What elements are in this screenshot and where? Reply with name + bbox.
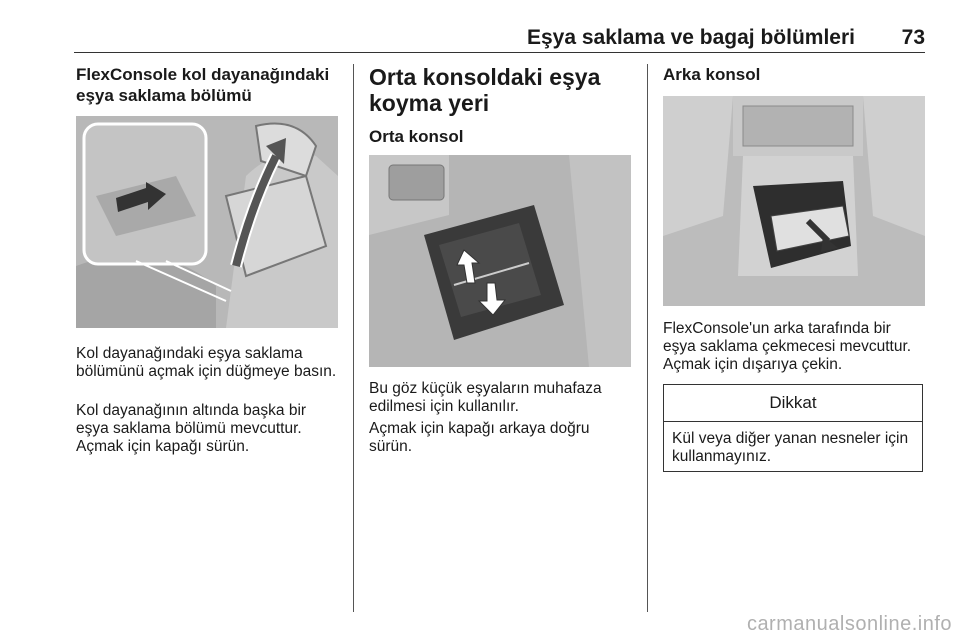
- paragraph-2: Kol dayanağının altında başka bir eşya saklama bölümü mevcuttur. Açmak için kapağı sürün.: [76, 402, 307, 455]
- rear-console-illustration: [663, 96, 925, 306]
- center-console-illustration: [369, 155, 631, 367]
- column-divider-2: [647, 64, 648, 612]
- armrest-illustration: [76, 116, 338, 328]
- page-header: [74, 22, 925, 53]
- paragraph-1: Kol dayanağındaki eşya saklama bölümünü açmak için düğmeye basın.: [76, 345, 337, 380]
- warning-text: Kül veya diğer yanan nesneler için kullanmayınız.: [672, 430, 909, 465]
- watermark: carmanualsonline.info: [746, 613, 952, 635]
- warning-title: Dikkat: [664, 385, 922, 422]
- section-flexconsole: [76, 64, 338, 106]
- paragraph-1: FlexConsole'un arka tarafında bir eşya saklama çekmecesi mevcuttur. Açmak için dışarıya çekin.: [663, 320, 912, 373]
- section-rear-console: [663, 64, 925, 85]
- subheading-center-console: Orta konsol: [369, 127, 464, 146]
- paragraph-1: Bu göz küçük eşyaların muhafaza edilmesi için kullanılır.: [369, 380, 602, 415]
- section-heading-center-console: Orta konsoldaki eşya koyma yeri: [369, 64, 601, 116]
- page-number: 73: [901, 26, 925, 49]
- warning-box: [663, 384, 923, 472]
- chapter-title: Eşya saklama ve bagaj bölümleri: [526, 26, 855, 49]
- section-center-console: [369, 64, 631, 147]
- column-divider-1: [353, 64, 354, 612]
- section-heading-flexconsole: FlexConsole kol dayanağındaki eşya saklama bölümü: [76, 65, 330, 105]
- paragraph-2: Açmak için kapağı arkaya doğru sürün.: [369, 420, 590, 455]
- section-heading-rear-console: Arka konsol: [663, 65, 761, 84]
